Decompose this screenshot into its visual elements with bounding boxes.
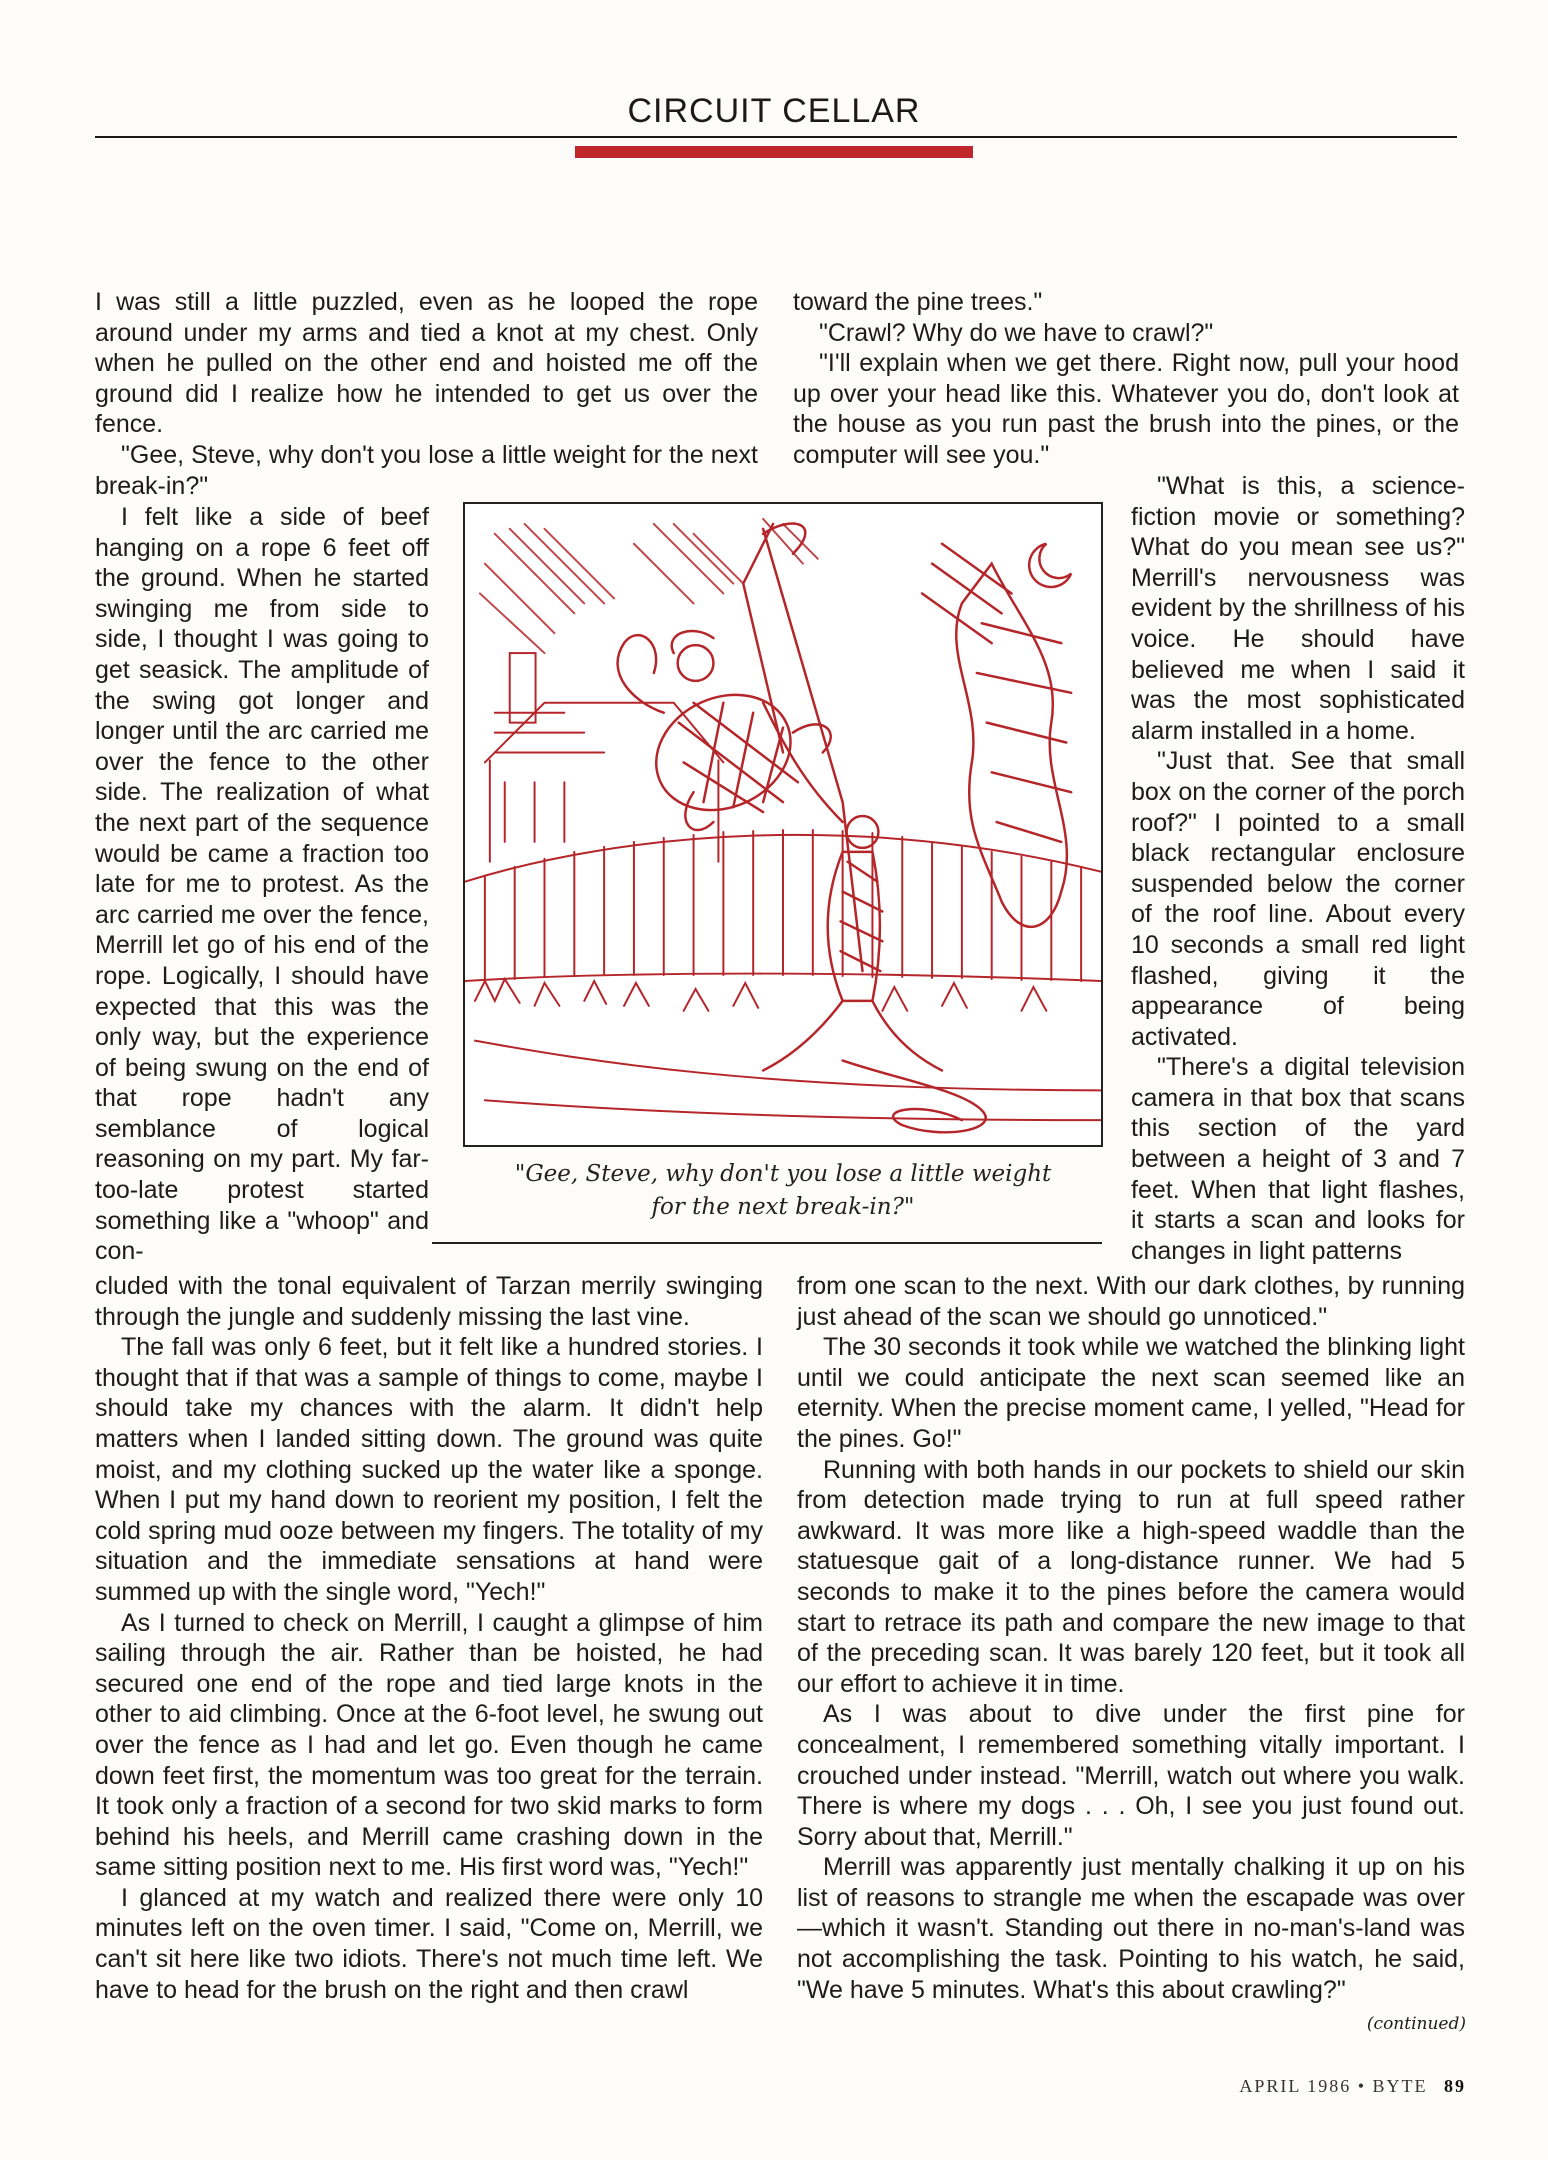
rope-swing-illustration (465, 504, 1101, 1145)
issue-label: APRIL 1986 • BYTE (1239, 2076, 1428, 2096)
figure-caption (463, 1158, 1103, 1224)
paragraph: "I'll explain when we get there. Right now, pull your hood up over your head like this. Whatever you do, don't look at the house as you run past the brush into the pines, or the computer will see you." (793, 349, 1459, 469)
right-column-narrow (1131, 471, 1465, 1266)
section-header: CIRCUIT CELLAR (627, 92, 921, 130)
paragraph: The fall was only 6 feet, but it felt like a hundred stories. I thought that if that was a sample of things to come, maybe I should take my chances with the alarm. It didn't help matters when I landed sitting down. The ground was quite moist, and my clothing sucked up the water like a sponge. When I put my hand down to reorient my position, I felt the cold spring mud ooze between my fingers. The totality of my situation and the immediate sensations at hand were summed up with the single word, "Yech!" (95, 1333, 763, 1606)
paragraph: I felt like a side of beef hanging on a rope 6 feet off the ground. When he started swinging me from side to side, I thought I was going to get seasick. The amplitude of the swing got longer and longer until the arc carried me over the fence to the other side. The realization of what the next part of the sequence would be came a fraction too late for me to protest. As the arc carried me over the fence, Merrill let go of his end of the rope. Logically, I should have expected that this was the only way, but the experience of being swung on the end of that rope hadn't any semblance of logical reasoning on my part. My far-too-late protest started something like a "whoop" and con- (95, 503, 429, 1266)
paragraph: "What is this, a science-fiction movie or something? What do you mean see us?" Merrill's nervousness was evident by the shrillness of his voice. He should have believed me when I said it was the most sophisticated alarm installed in a home. (1131, 472, 1465, 745)
paragraph: I glanced at my watch and realized there were only 10 minutes left on the oven timer. I said, "Come on, Merrill, we can't sit here like two idiots. There's not much time left. We have to head for the brush on the right and then crawl (95, 1883, 763, 2004)
paragraph: Running with both hands in our pockets to shield our skin from detection made trying to run at full speed rather awkward. It was more like a high-speed waddle than the statuesque gait of a long-distance runner. We had 5 seconds to make it to the pines before the camera would start to retrace its path and compare the new image to that of the preceding scan. It was barely 120 feet, but it took all our effort to achieve it in time. (797, 1455, 1465, 1698)
left-column-bottom (95, 1271, 763, 2005)
paragraph: Merrill was apparently just mentally chalking it up on his list of reasons to strangle me when the escapade was over—which it wasn't. Standing out there in no-man's-land was not accomplishing the task. Pointing to his watch, he said, "We have 5 minutes. What's this about crawling?" (797, 1853, 1465, 2004)
illustration (463, 502, 1103, 1147)
caption-line: "Gee, Steve, why don't you lose a little weight (514, 1161, 1052, 1187)
header-rule (95, 136, 1457, 138)
paragraph: "Crawl? Why do we have to crawl?" (819, 318, 1214, 347)
right-column-top (793, 287, 1459, 471)
coiled-rope (843, 1061, 986, 1133)
paragraph: I was still a little puzzled, even as he looped the rope around under my arms and tied a knot at my chest. Only when he pulled on the other end and hoisted me off the ground did I realize how he intended to get us over the fence. (95, 288, 758, 439)
paragraph: from one scan to the next. With our dark clothes, by running just ahead of the scan we should go unnoticed." (797, 1272, 1465, 1331)
left-column-narrow (95, 502, 429, 1267)
continued-label: (continued) (1366, 2014, 1466, 2034)
paragraph: "There's a digital television camera in that box that scans this section of the yard between a height of 3 and 7 feet. When that light flashes, it starts a scan and looks for changes in light patterns (1131, 1053, 1465, 1265)
pine-tree (922, 544, 1071, 927)
header-accent-bar (575, 146, 973, 158)
paragraph: "Just that. See that small box on the corner of the porch roof?" I pointed to a small black rectangular enclosure suspended below the corner of the roof line. About every 10 seconds a small red light flashed, giving it the appearance of being activated. (1131, 747, 1465, 1051)
wooden-fence (465, 830, 1101, 981)
paragraph: As I was about to dive under the first pine for concealment, I remembered something vitally important. I crouched under instead. "Merrill, watch out where you walk. There is where my dogs . . . Oh, I see you just found out. Sorry about that, Merrill." (797, 1700, 1465, 1851)
page-number: 89 (1444, 2076, 1466, 2096)
paragraph: cluded with the tonal equivalent of Tarzan merrily swinging through the jungle and suddenly missing the last vine. (95, 1272, 763, 1331)
paragraph: toward the pine trees." (793, 288, 1043, 316)
page-footer (1239, 2076, 1466, 2097)
caption-line: for the next break-in?" (651, 1194, 915, 1220)
caption-rule (432, 1242, 1102, 1244)
rope (743, 524, 862, 971)
swinging-figure (618, 631, 831, 831)
paragraph: The 30 seconds it took while we watched the blinking light until we could anticipate the next scan seemed like an eternity. When the precise moment came, I yelled, "Head for the pines. Go!" (797, 1333, 1465, 1453)
paragraph: As I turned to check on Merrill, I caught a glimpse of him sailing through the air. Rather than be hoisted, he had secured one end of the rope and tied large knots in the other to aid climbing. Once at the 6-foot level, he swung out over the fence as I had and let go. Even though he came down feet first, the momentum was too great for the terrain. It took only a fraction of a second for two skid marks to form behind his heels, and Merrill came crashing down in the same sitting position next to me. His first word was, "Yech!" (95, 1608, 763, 1882)
ground-grass (475, 979, 1101, 1120)
left-column-top (95, 287, 758, 501)
house (485, 653, 724, 862)
right-column-bottom (797, 1271, 1465, 2005)
moon-icon (1029, 544, 1071, 587)
paragraph: "Gee, Steve, why don't you lose a little weight for the next break-in?" (95, 440, 758, 500)
